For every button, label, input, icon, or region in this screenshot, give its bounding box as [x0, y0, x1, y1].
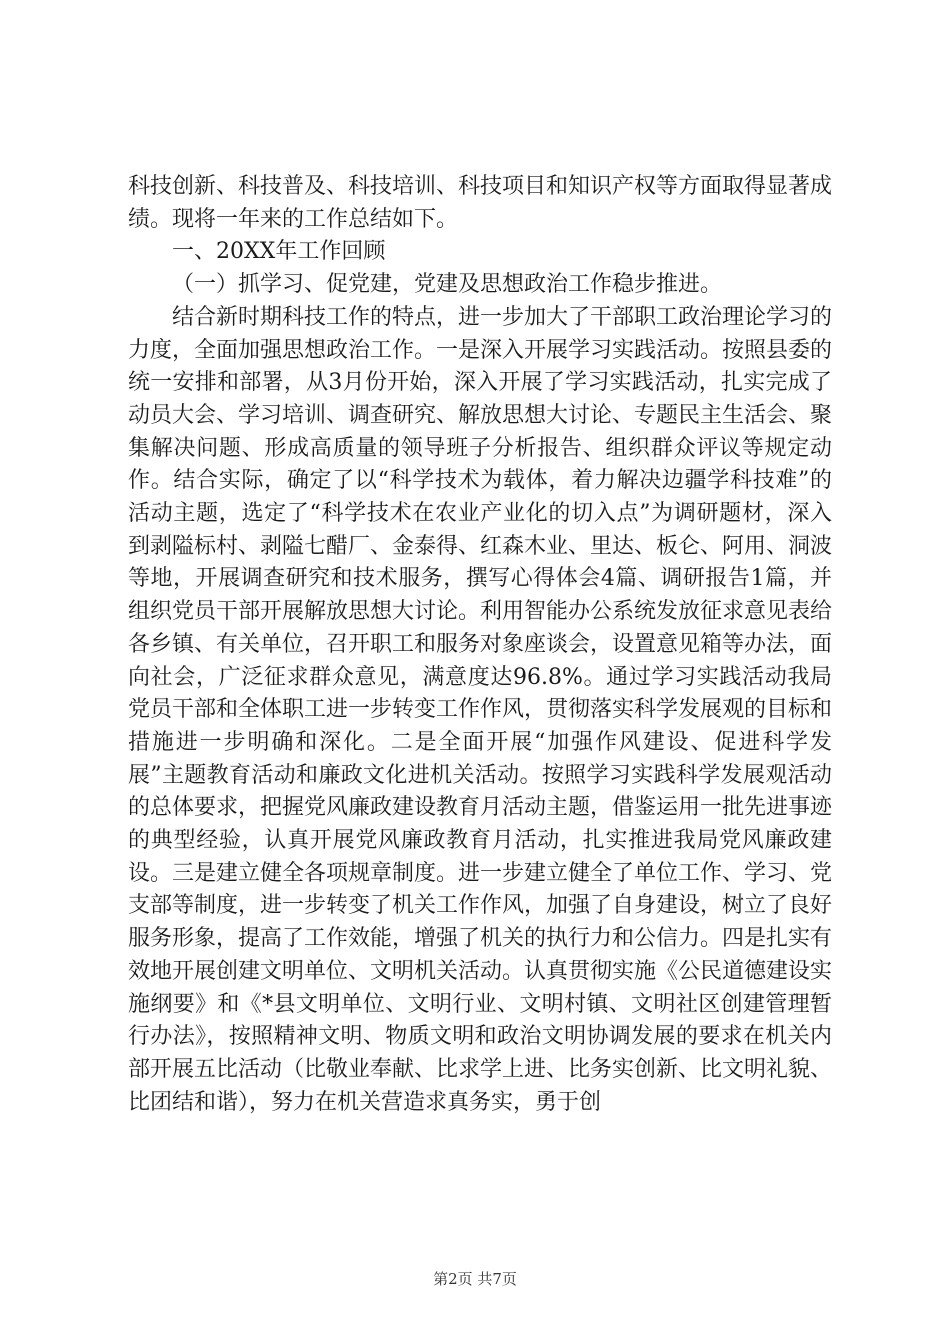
body-paragraph: 结合新时期科技工作的特点，进一步加大了干部职工政治理论学习的力度，全面加强思想政治工作。一是深入开展学习实践活动。按照县委的统一安排和部署，从3月份开始，深入开展了学习实践活动，扎实完成了动员大会、学习培训、调查研究、解放思想大讨论、专题民主生活会、聚集解决问题、形成高质量的领导班子分析报告、组织群众评议等规定动作。结合实际，确定了以“科学技术为载体，着力解决边疆学科技难”的活动主题，选定了“科学技术在农业产业化的切入点”为调研题材，深入到剥隘标村、剥隘七醋厂、金泰得、红森木业、里达、板仑、阿用、洞波等地，开展调查研究和技术服务，撰写心得体会4篇、调研报告1篇，并组织党员干部开展解放思想大讨论。利用智能办公系统发放征求意见表给各乡镇、有关单位，召开职工和服务对象座谈会，设置意见箱等办法，面向社会，广泛征求群众意见，满意度达96.8%。通过学习实践活动我局党员干部和全体职工进一步转变工作作风，贯彻落实科学发展观的目标和措施进一步明确和深化。二是全面开展“加强作风建设、促进科学发展”主题教育活动和廉政文化进机关活动。按照学习实践科学发展观活动的总体要求，把握党风廉政建设教育月活动主题，借鉴运用一批先进事迹的典型经验，认真开展党风廉政教育月活动，扎实推进我局党风廉政建设。三是建立健全各项规章制度。进一步建立健全了单位工作、学习、党支部等制度，进一步转变了机关工作作风，加强了自身建设，树立了良好服务形象，提高了工作效能，增强了机关的执行力和公信力。四是扎实有效地开展创建文明单位、文明机关活动。认真贯彻实施《公民道德建设实施纲要》和《*县文明单位、文明行业、文明村镇、文明社区创建管理暂行办法》，按照精神文明、物质文明和政治文明协调发展的要求在机关内部开展五比活动（比敬业奉献、比求学上进、比务实创新、比文明礼貌、比团结和谐），努力在机关营造求真务实，勇于创	[128, 304, 833, 1115]
paragraph-continuation: 科技创新、科技普及、科技培训、科技项目和知识产权等方面取得显著成绩。现将一年来的工作总结如下。	[128, 174, 833, 232]
subsection-heading: （一）抓学习、促党建，党建及思想政治工作稳步推进。	[172, 272, 723, 298]
page-number-footer: 第2页 共7页	[433, 1270, 517, 1288]
section-heading: 一、20XX年工作回顾	[172, 239, 386, 265]
document-body	[128, 171, 832, 1119]
